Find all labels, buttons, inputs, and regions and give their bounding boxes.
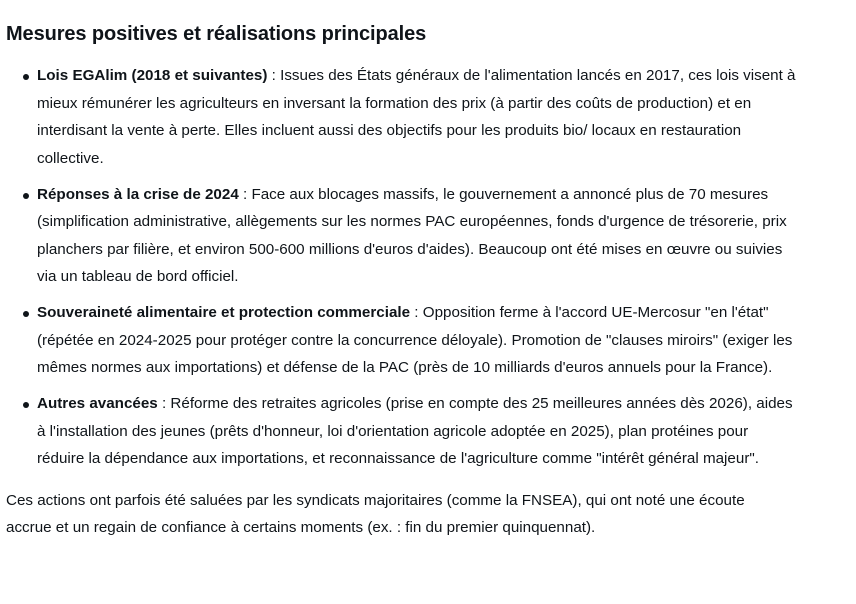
bullet-icon [23, 193, 29, 199]
list-item-souverainete [6, 299, 796, 382]
item-separator: : [267, 67, 281, 84]
item-label: Autres avancées [37, 395, 158, 412]
measures-list [6, 62, 796, 473]
item-text: Face aux blocages massifs, le gouvernement a annoncé plus de 70 mesures (simplification administrative, allègements sur les normes PAC européennes, fonds d'urgence de trésorerie, prix planchers par filière, et environ 500-600 millions d'euros d'aides). Beaucoup ont été mises en œuvre ou suivies via un tableau de bord officiel. [37, 185, 787, 285]
item-text: Opposition ferme à l'accord UE-Mercosur "en l'état" (répétée en 2024-2025 pour protéger contre la concurrence déloyale). Promotion de "clauses miroirs" (exiger les mêmes normes aux importations) et défense de la PAC (près de 10 milliards d'euros annuels pour la France). [37, 304, 793, 376]
item-label: Souveraineté alimentaire et protection commerciale [37, 304, 411, 321]
bullet-icon [23, 74, 29, 80]
item-label: Lois EGAlim (2018 et suivantes) [37, 67, 268, 84]
item-label: Réponses à la crise de 2024 [37, 185, 239, 203]
section-title: Mesures positives et réalisations principales [6, 23, 427, 45]
list-item-autres-avancees [6, 390, 796, 473]
conclusion-paragraph: Ces actions ont parfois été saluées par les syndicats majoritaires (comme la FNSEA), qui ont noté une écoute accrue et un regain de confiance à certains moments (ex. : fin du premier quinquennat). [6, 491, 745, 536]
list-item-egalim [6, 62, 796, 172]
document-body [6, 20, 796, 542]
item-text: Issues des États généraux de l'alimentation lancés en 2017, ces lois visent à mieux rémunérer les agriculteurs en inversant la formation des prix (à partir des coûts de production) et en interdisant la vente à perte. Elles incluent aussi des objectifs pour les produits bio/ locaux en restauration collective. [37, 67, 796, 167]
bullet-icon [23, 311, 29, 317]
item-text: Réforme des retraites agricoles (prise en compte des 25 meilleures années dès 2026), aides à l'installation des jeunes (prêts d'honneur, loi d'orientation agricole adoptée en 2025), plan protéines pour réduire la dépendance aux importations, et reconnaissance de l'agriculture comme "intérêt général majeur". [37, 395, 793, 467]
item-separator: : [238, 185, 252, 203]
item-separator: : [157, 395, 171, 412]
bullet-icon [23, 402, 29, 408]
list-item-crise-2024 [6, 181, 796, 291]
item-separator: : [410, 304, 423, 321]
